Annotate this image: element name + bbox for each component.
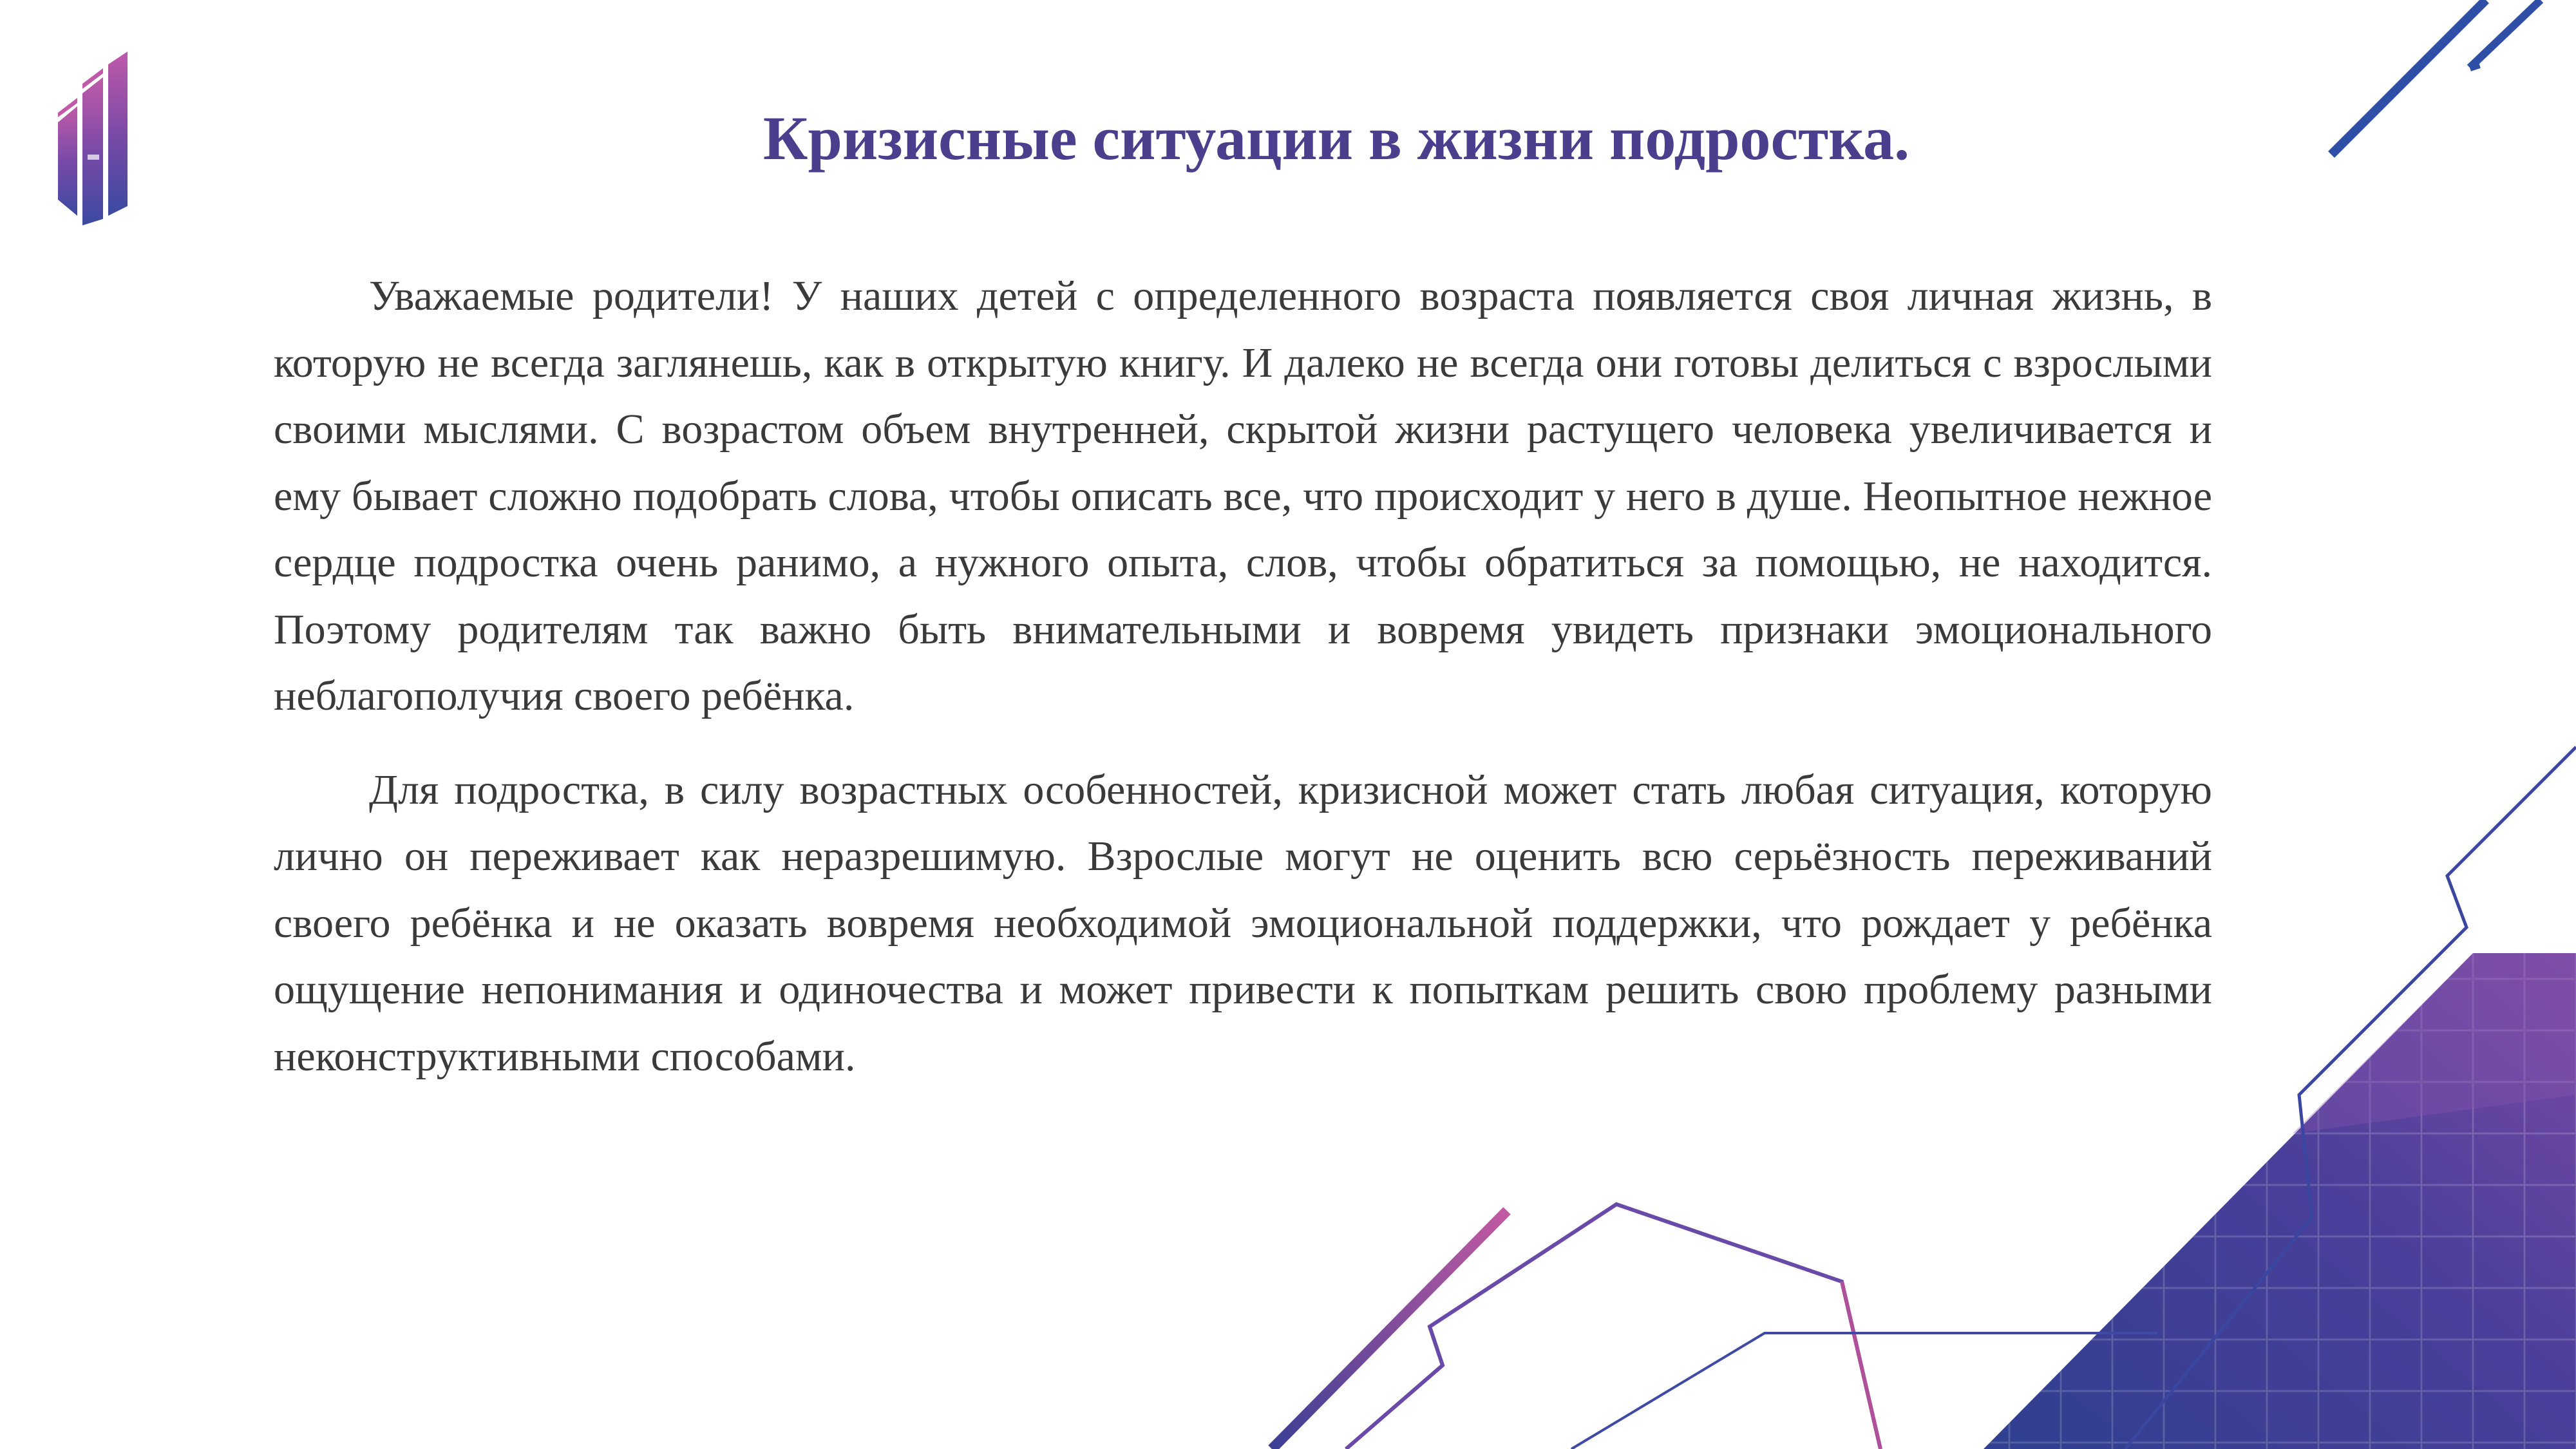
stylized-building-logo-icon bbox=[52, 45, 135, 232]
paragraph-crisis-situation: Для подростка, в силу возрастных особенностей, кризисной может стать любая ситуация, которую лично он переживает как неразрешимую. Взрослые могут не оценить всю серьёзность переживаний своего ребёнка и не оказать вовремя необходимой эмоциональной поддержки, что рождает у ребёнка ощущение непонимания и одиночества и может привести к попыткам решить свою проблему разными неконструктивными способами. bbox=[274, 766, 2212, 1080]
slide-body bbox=[274, 263, 2212, 1090]
paragraph-parents-intro: Уважаемые родители! У наших детей с определенного возраста появляется своя личная жизнь, в которую не всегда заглянешь, как в открытую книгу. И далеко не всегда они готовы делиться с взрослыми своими мыслями. С возрастом объем внутренней, скрытой жизни растущего человека увеличивается и ему бывает сложно подобрать слова, чтобы описать все, что происходит у него в душе. Неопытное нежное сердце подростка очень ранимо, а нужного опыта, слов, чтобы обратиться за помощью, не находится. Поэтому родителям так важно быть внимательными и вовремя увидеть признаки эмоционального неблагополучия своего ребёнка. bbox=[274, 272, 2212, 719]
slide-title: Кризисные ситуации в жизни подростка. bbox=[762, 104, 1910, 173]
